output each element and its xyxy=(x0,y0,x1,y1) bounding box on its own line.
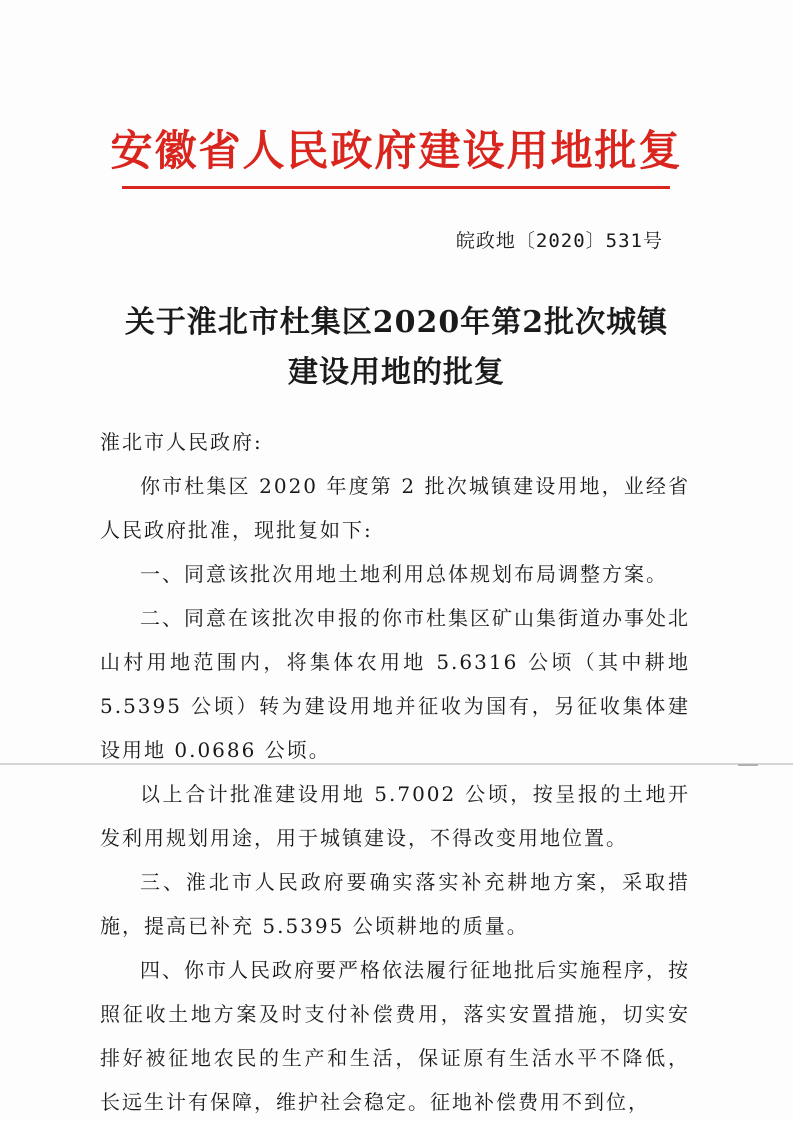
scan-fold-mark xyxy=(738,764,758,766)
document-title-line-1: 关于淮北市杜集区2020年第2批次城镇 xyxy=(124,305,669,340)
paragraph-total: 以上合计批准建设用地 5.7002 公顷，按呈报的土地开发利用规划用途，用于城镇建设，不得改变用地位置。 xyxy=(100,782,690,850)
document-number: 皖政地〔2020〕531号 xyxy=(455,230,663,252)
paragraph-item-4: 四、你市人民政府要严格依法履行征地批后实施程序，按照征收土地方案及时支付补偿费用，落实安置措施，切实安排好被征地农民的生产和生活，保证原有生活水平不降低，长远生计有保障，维护社会稳定。征地补偿费用不到位， xyxy=(100,958,690,1114)
addressee: 淮北市人民政府: xyxy=(100,430,263,454)
document-header-title: 安徽省人民政府建设用地批复 xyxy=(110,126,683,175)
document-title-line-2: 建设用地的批复 xyxy=(288,355,505,390)
paragraph-item-1: 一、同意该批次用地土地利用总体规划布局调整方案。 xyxy=(140,562,668,586)
scan-fold-line xyxy=(0,763,793,765)
paragraph-item-2: 二、同意在该批次申报的你市杜集区矿山集街道办事处北山村用地范围内，将集体农用地 5.6316 公顷（其中耕地 5.5395 公顷）转为建设用地并征收为国有，另征收集体建设用地 0.0686 公顷。 xyxy=(100,606,690,762)
paragraph-item-3: 三、淮北市人民政府要确实落实补充耕地方案，采取措施，提高已补充 5.5395 公顷耕地的质量。 xyxy=(100,870,690,938)
document-title xyxy=(0,298,793,398)
red-header-rule xyxy=(122,186,670,189)
paragraph-intro: 你市杜集区 2020 年度第 2 批次城镇建设用地，业经省人民政府批准，现批复如下: xyxy=(100,474,690,542)
document-body xyxy=(100,420,690,1124)
